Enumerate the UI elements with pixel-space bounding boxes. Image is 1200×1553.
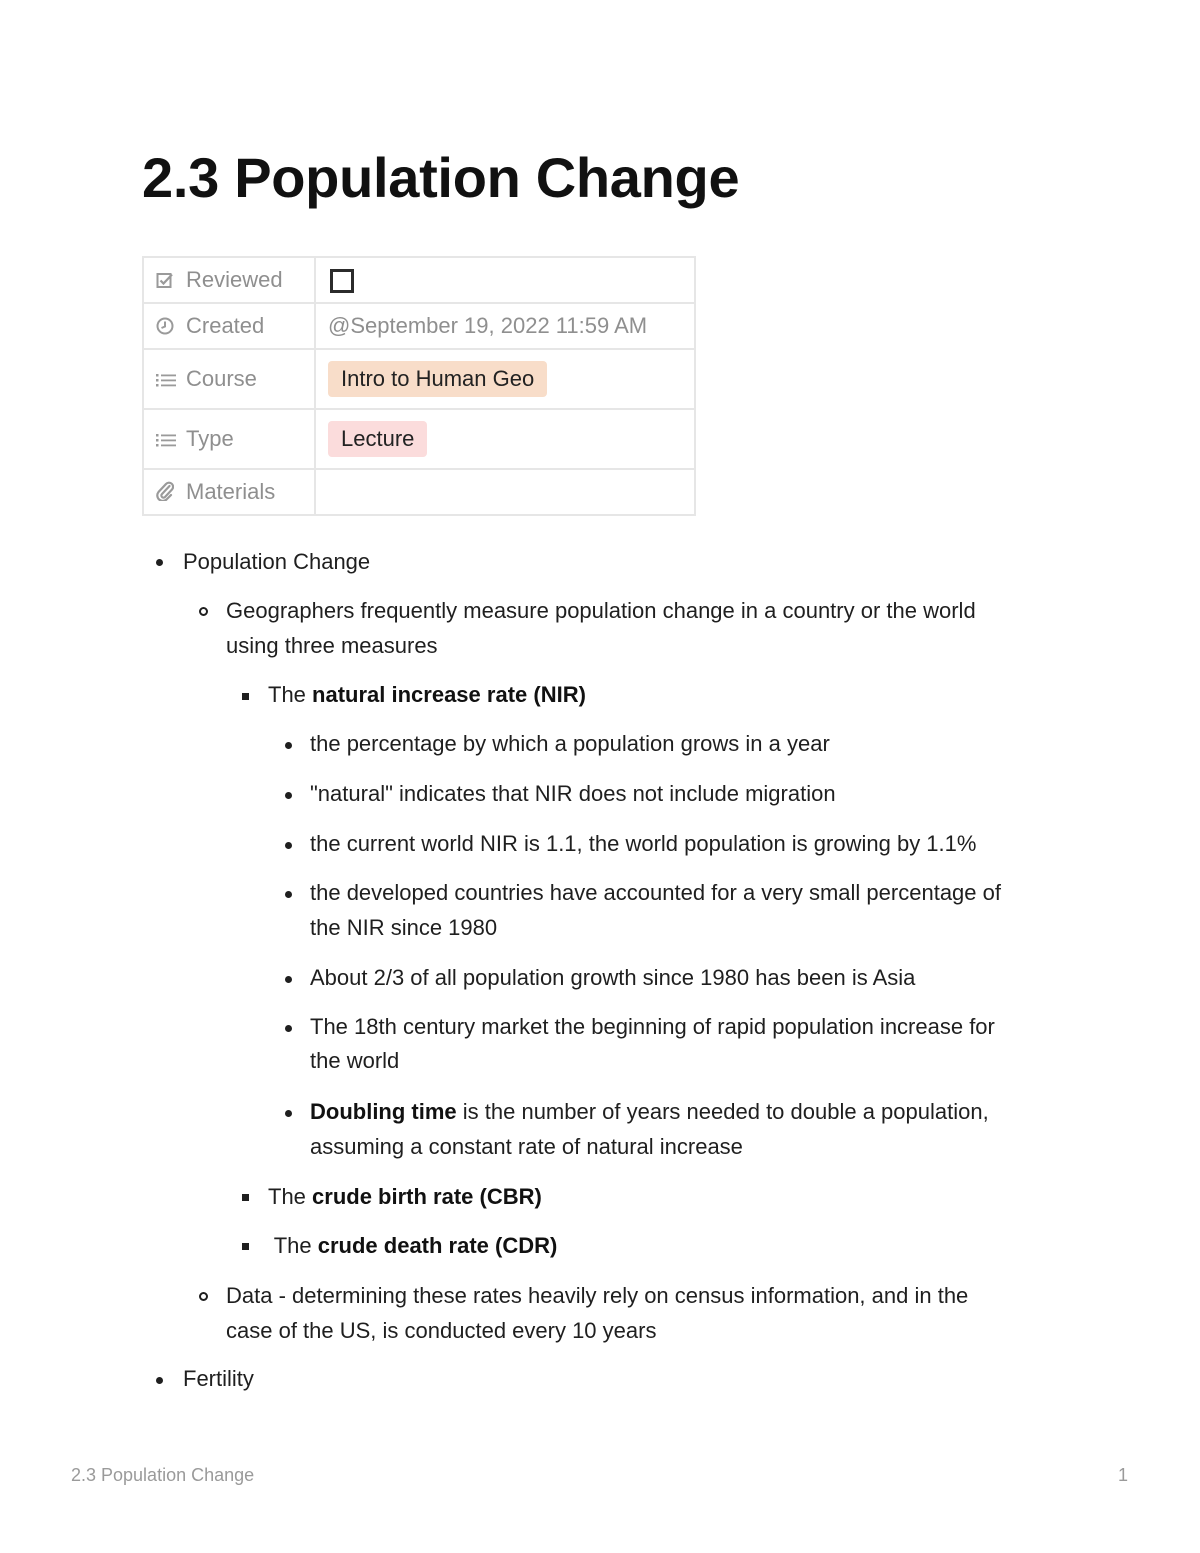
list-item: About 2/3 of all population growth since 1980 has been is Asia: [310, 965, 916, 990]
list-item: The crude death rate (CDR): [268, 1233, 558, 1258]
list-item: the percentage by which a population grows in a year: [310, 731, 830, 756]
property-row-course: [143, 349, 695, 409]
bullet-disc: [285, 1110, 292, 1117]
bullet-square: [242, 1194, 249, 1201]
property-label-reviewed: Reviewed: [186, 267, 283, 292]
course-tag[interactable]: Intro to Human Geo: [328, 361, 547, 397]
property-row-materials: [143, 469, 695, 515]
list-item-continuation: case of the US, is conducted every 10 years: [226, 1318, 657, 1343]
created-date-value: @September 19, 2022 11:59 AM: [315, 303, 695, 349]
footer-page-number: 1: [1118, 1465, 1129, 1485]
paperclip-icon: [156, 481, 176, 501]
list-icon: [156, 372, 176, 388]
list-item: "natural" indicates that NIR does not include migration: [310, 781, 836, 806]
list-item: the current world NIR is 1.1, the world population is growing by 1.1%: [310, 831, 977, 856]
list-item-continuation: assuming a constant rate of natural increase: [310, 1134, 743, 1159]
list-item: The natural increase rate (NIR): [268, 682, 586, 707]
bullet-disc: [285, 976, 292, 983]
bullet-disc: [285, 742, 292, 749]
footer-title: 2.3 Population Change: [71, 1465, 255, 1485]
property-label-type: Type: [186, 426, 234, 451]
type-tag[interactable]: Lecture: [328, 421, 427, 457]
property-row-reviewed: [143, 257, 695, 303]
list-item: Fertility: [183, 1366, 254, 1391]
clock-icon: [156, 317, 176, 335]
bullet-disc: [156, 559, 163, 566]
bullet-circle: [199, 1292, 208, 1301]
list-item-continuation: the world: [310, 1048, 400, 1073]
list-item: The 18th century market the beginning of rapid population increase for: [310, 1014, 995, 1039]
checkbox-icon: [156, 271, 176, 289]
bullet-disc: [285, 1025, 292, 1032]
bullet-circle: [199, 607, 208, 616]
list-item: Doubling time is the number of years needed to double a population,: [310, 1099, 989, 1124]
term-cdr: crude death rate (CDR): [317, 1233, 558, 1258]
properties-table: [142, 256, 696, 516]
term-cbr: crude birth rate (CBR): [312, 1184, 542, 1209]
list-item: The crude birth rate (CBR): [268, 1184, 542, 1209]
list-item: the developed countries have accounted for a very small percentage of: [310, 880, 1001, 905]
reviewed-checkbox[interactable]: [330, 269, 354, 293]
property-row-type: [143, 409, 695, 469]
list-item-continuation: the NIR since 1980: [310, 915, 498, 940]
bullet-square: [242, 1243, 249, 1250]
bullet-disc: [156, 1377, 163, 1384]
materials-value: [315, 469, 695, 515]
bullet-square: [242, 693, 249, 700]
list-item: Data - determining these rates heavily rely on census information, and in the: [226, 1283, 969, 1308]
bullet-disc: [285, 842, 292, 849]
term-doubling-time: Doubling time: [310, 1099, 457, 1124]
property-label-created: Created: [186, 313, 265, 338]
term-nir: natural increase rate (NIR): [312, 682, 586, 707]
bullet-disc: [285, 891, 292, 898]
property-row-created: [143, 303, 695, 349]
list-icon: [156, 432, 176, 448]
list-item: Population Change: [183, 549, 371, 574]
property-label-materials: Materials: [186, 479, 276, 504]
bullet-disc: [285, 792, 292, 799]
list-item: Geographers frequently measure population change in a country or the world: [226, 598, 976, 623]
property-label-course: Course: [186, 366, 257, 391]
page-title: 2.3 Population Change: [142, 146, 740, 209]
list-item-continuation: using three measures: [226, 633, 438, 658]
